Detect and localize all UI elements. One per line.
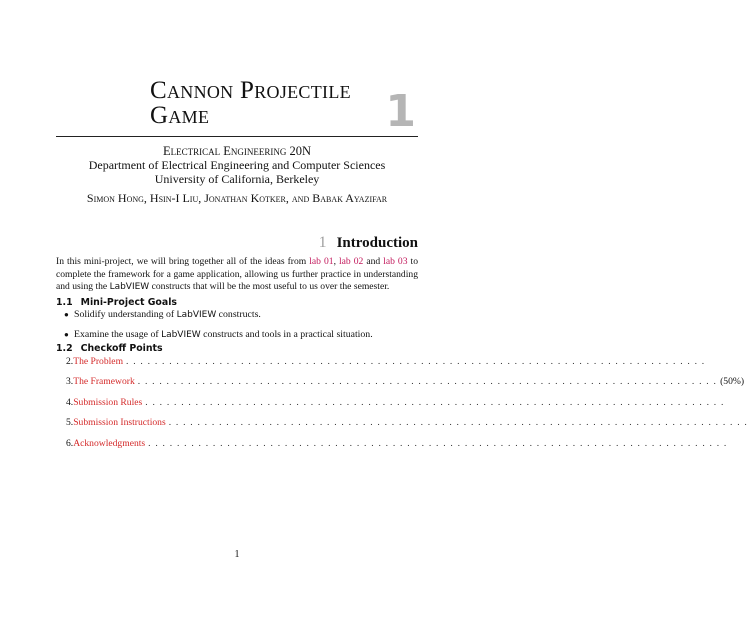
bullet-icon: ● (64, 330, 69, 339)
intro-text: to complete the framework for a game application, allowing us further practice in understanding and using the (56, 256, 418, 292)
checkoff-item[interactable] (66, 396, 725, 417)
checkoff-item[interactable] (66, 356, 706, 376)
subsection-number: 1.1 (56, 297, 73, 308)
chapter-title-block (150, 77, 416, 137)
leader-dots: . . . . . . . . . . . . . . . . . . . . . . . . . . . . . . . . . . . . . . . . . . . . . . . . . . . . . . . . . . . . . . . . . . . . . . . . . . . . . . . . . (168, 417, 748, 429)
intro-paragraph (56, 256, 418, 294)
lab01-link[interactable]: lab 01 (309, 256, 334, 267)
intro-text: and (363, 256, 384, 267)
item-number: 6. (66, 437, 74, 449)
checkoff-item[interactable] (66, 376, 745, 396)
subsection-checkoff-heading (56, 343, 163, 354)
subsection-number: 1.2 (56, 343, 73, 354)
checkoff-link-submission-instructions[interactable]: Submission Instructions (73, 417, 166, 429)
labview-term: LabVIEW (176, 310, 217, 320)
leader-dots: . . . . . . . . . . . . . . . . . . . . . . . . . . . . . . . . . . . . . . . . . . . . . . . . . . . . . . . . . . . . . . . . . . . . . . . . . . . . . . . . . (126, 356, 706, 367)
checkoff-item[interactable] (66, 437, 728, 458)
goal-text: Examine the usage of (74, 329, 162, 340)
section-heading (56, 234, 418, 252)
checkoff-item[interactable] (66, 417, 748, 437)
course-name: Electrical Engineering 20N (162, 144, 312, 158)
lab02-link[interactable]: lab 02 (338, 256, 364, 267)
labview-term: LabVIEW (161, 330, 201, 340)
section-title: Introduction (336, 235, 418, 251)
leader-dots: . . . . . . . . . . . . . . . . . . . . . . . . . . . . . . . . . . . . . . . . . . . . . . . . . . . . . . . . . . . . . . . . . . . . . . . . . . . . . . . . . (137, 376, 718, 388)
title-rule (56, 136, 418, 137)
goal-text: Solidify understanding of (74, 309, 177, 320)
department-name: Department of Electrical Engineering and Computer Sciences (88, 158, 386, 172)
university-name: University of California, Berkeley (154, 172, 320, 186)
chapter-number: 1 (385, 86, 416, 137)
intro-text: constructs that will be the most useful to us over the semester. (149, 281, 390, 292)
goal-text: constructs and tools in a practical situation. (200, 329, 373, 340)
leader-dots: . . . . . . . . . . . . . . . . . . . . . . . . . . . . . . . . . . . . . . . . . . . . . . . . . . . . . . . . . . . . . . . . . . . . . . . . . . . . . . . . . (148, 437, 728, 449)
leader-dots: . . . . . . . . . . . . . . . . . . . . . . . . . . . . . . . . . . . . . . . . . . . . . . . . . . . . . . . . . . . . . . . . . . . . . . . . . . . . . . . . . (145, 396, 725, 408)
subsection-title: Checkoff Points (80, 343, 163, 354)
lab03-link[interactable]: lab 03 (383, 256, 408, 267)
checkoff-link-framework[interactable]: The Framework (73, 376, 135, 388)
bullet-icon: ● (64, 310, 69, 319)
list-item (64, 309, 414, 329)
checkoff-link-acknowledgments[interactable]: Acknowledgments (73, 437, 146, 449)
chapter-title: Cannon Projectile Game (150, 77, 351, 129)
labview-term: LabVIEW (109, 282, 150, 292)
section-number: 1 (318, 234, 327, 251)
author-list: Simon Hong, Hsin-I Liu, Jonathan Kotker, and Babak Ayazifar (86, 191, 388, 205)
intro-text: In this mini-project, we will bring together all of the ideas from (56, 256, 310, 267)
item-number: 5. (66, 417, 74, 429)
checkoff-link-problem[interactable]: The Problem (73, 356, 124, 367)
checkoff-list (66, 356, 748, 458)
intro-text: , (333, 256, 339, 267)
checkoff-link-submission-rules[interactable]: Submission Rules (73, 396, 143, 408)
item-percentage: (50%) (720, 376, 745, 388)
item-number: 2. (66, 356, 74, 367)
item-number: 4. (66, 396, 74, 408)
subsection-title: Mini-Project Goals (80, 297, 177, 308)
item-number: 3. (66, 376, 74, 388)
subsection-goals-heading (56, 297, 177, 308)
page-number: 1 (234, 549, 240, 560)
goal-text: constructs. (216, 309, 261, 320)
